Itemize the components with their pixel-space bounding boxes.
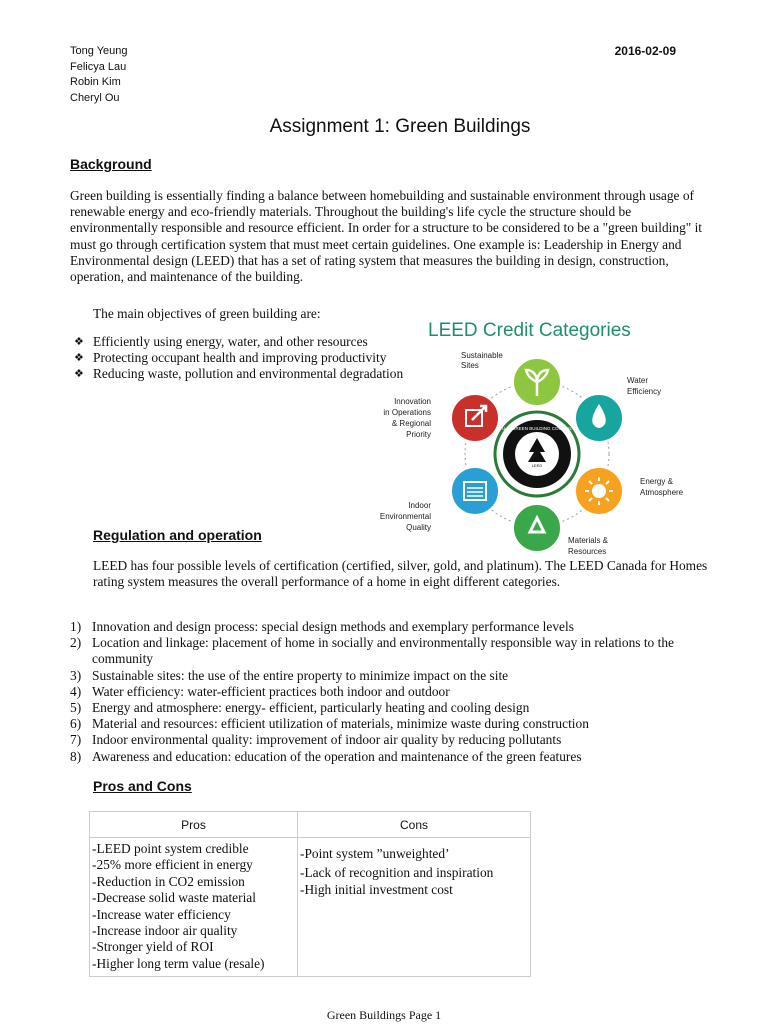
indoor-quality-label: Indoor Environmental Quality bbox=[379, 501, 431, 532]
indoor-air-icon bbox=[451, 467, 499, 515]
list-item: ❖ Efficiently using energy, water, and other resources bbox=[74, 334, 368, 349]
leed-figure-title: LEED Credit Categories bbox=[428, 320, 631, 341]
pro-item: -25% more efficient in energy bbox=[92, 857, 253, 873]
materials-resources-label: Materials & Resources bbox=[568, 536, 609, 556]
list-item: 7) Indoor environmental quality: improvement of indoor air quality by reducing pollutants bbox=[70, 732, 562, 748]
objectives-list bbox=[74, 334, 403, 383]
diamond-bullet-icon: ❖ bbox=[74, 368, 84, 381]
svg-text:U.S. GREEN BUILDING COUNCIL: U.S. GREEN BUILDING COUNCIL bbox=[501, 426, 573, 431]
table-row bbox=[90, 838, 531, 977]
pros-column-header: Pros bbox=[90, 812, 298, 838]
innovation-icon bbox=[451, 394, 499, 442]
author-name: Felicya Lau bbox=[70, 60, 127, 73]
list-item: 2) Location and linkage: placement of home in socially and environmentally responsible way in relations to the community bbox=[70, 635, 674, 667]
diamond-bullet-icon: ❖ bbox=[74, 336, 84, 348]
con-item: -Lack of recognition and inspiration bbox=[300, 865, 494, 881]
diamond-bullet-icon: ❖ bbox=[74, 352, 84, 365]
con-item: -High initial investment cost bbox=[300, 881, 453, 897]
list-item: ❖ Reducing waste, pollution and environmental degradation bbox=[74, 366, 404, 382]
list-item: 8) Awareness and education: education of the operation and maintenance of the green features bbox=[70, 748, 582, 764]
recycle-icon bbox=[513, 504, 561, 552]
page-footer: Green Buildings Page 1 bbox=[326, 1008, 442, 1022]
svg-text:LEED: LEED bbox=[531, 463, 543, 468]
pro-item: -LEED point system credible bbox=[92, 841, 249, 856]
pros-cons-table bbox=[89, 811, 531, 977]
pro-item: -Increase water efficiency bbox=[92, 906, 231, 922]
objectives-intro: The main objectives of green building are: bbox=[93, 306, 321, 321]
sustainable-sites-icon bbox=[513, 358, 561, 406]
usgbc-seal-icon bbox=[495, 412, 579, 496]
list-item: 1) Innovation and design process: special design methods and exemplary performance levels bbox=[70, 619, 574, 634]
pro-item: -Stronger yield of ROI bbox=[92, 939, 214, 955]
energy-atmosphere-label: Energy & Atmosphere bbox=[640, 477, 684, 497]
list-item: 4) Water efficiency: water-efficient practices both indoor and outdoor bbox=[70, 683, 450, 699]
document-date: 2016-02-09 bbox=[614, 44, 676, 58]
sustainable-sites-label: Sustainable Sites bbox=[461, 351, 503, 370]
categories-list bbox=[70, 619, 690, 765]
table-header-row bbox=[90, 812, 531, 838]
innovation-label: Innovation in Operations & Regional Priority bbox=[383, 397, 431, 439]
pros-cell bbox=[90, 838, 298, 977]
leed-credit-diagram bbox=[360, 348, 700, 560]
cons-cell bbox=[298, 838, 531, 977]
list-item: 5) Energy and atmosphere: energy- efficient, particularly heating and cooling design bbox=[70, 700, 530, 716]
svg-text:USGBC: USGBC bbox=[526, 468, 548, 474]
author-name: Tong Yeung bbox=[70, 45, 128, 57]
list-item: ❖ Protecting occupant health and improving productivity bbox=[74, 350, 387, 366]
author-list bbox=[70, 44, 128, 106]
cons-column-header: Cons bbox=[298, 812, 531, 838]
sun-icon bbox=[575, 467, 623, 515]
pro-item: -Reduction in CO2 emission bbox=[92, 873, 245, 889]
list-item: 3) Sustainable sites: the use of the entire property to minimize impact on the site bbox=[70, 667, 509, 683]
pro-item: -Higher long term value (resale) bbox=[92, 955, 265, 971]
list-item: 6) Material and resources: efficient utilization of materials, minimize waste during construction bbox=[70, 716, 589, 732]
document-title: Assignment 1: Green Buildings bbox=[269, 116, 531, 137]
background-heading: Background bbox=[70, 156, 152, 172]
water-efficiency-label: Water Efficiency bbox=[627, 376, 662, 396]
author-name: Robin Kim bbox=[70, 76, 121, 88]
regulation-heading: Regulation and operation bbox=[93, 527, 262, 543]
pro-item: -Decrease solid waste material bbox=[92, 890, 256, 906]
author-name: Cheryl Ou bbox=[70, 91, 120, 104]
con-item: -Point system ”unweighted’ bbox=[300, 846, 450, 861]
regulation-paragraph: LEED has four possible levels of certification (certified, silver, gold, and platinum). The LEED Canada for Homes rating system measures the overall performance of a home in eight different categories. bbox=[93, 558, 708, 590]
water-drop-icon bbox=[575, 394, 623, 442]
background-paragraph: Green building is essentially finding a balance between homebuilding and sustainable environment through usage of renewable energy and eco-friendly materials. Throughout the building's life cycle the structure should be environmentally responsible and resource efficient. In order for a structure to be considered to be a "green building" it must go through certification system that must meet certain guidelines. One example is: Leadership in Energy and Environmental design (LEED) that has a set of rating system that measures the building in design, construction, operation, and maintenance of the building. bbox=[70, 188, 703, 285]
pros-cons-heading: Pros and Cons bbox=[93, 778, 192, 794]
pro-item: -Increase indoor air quality bbox=[92, 923, 238, 939]
